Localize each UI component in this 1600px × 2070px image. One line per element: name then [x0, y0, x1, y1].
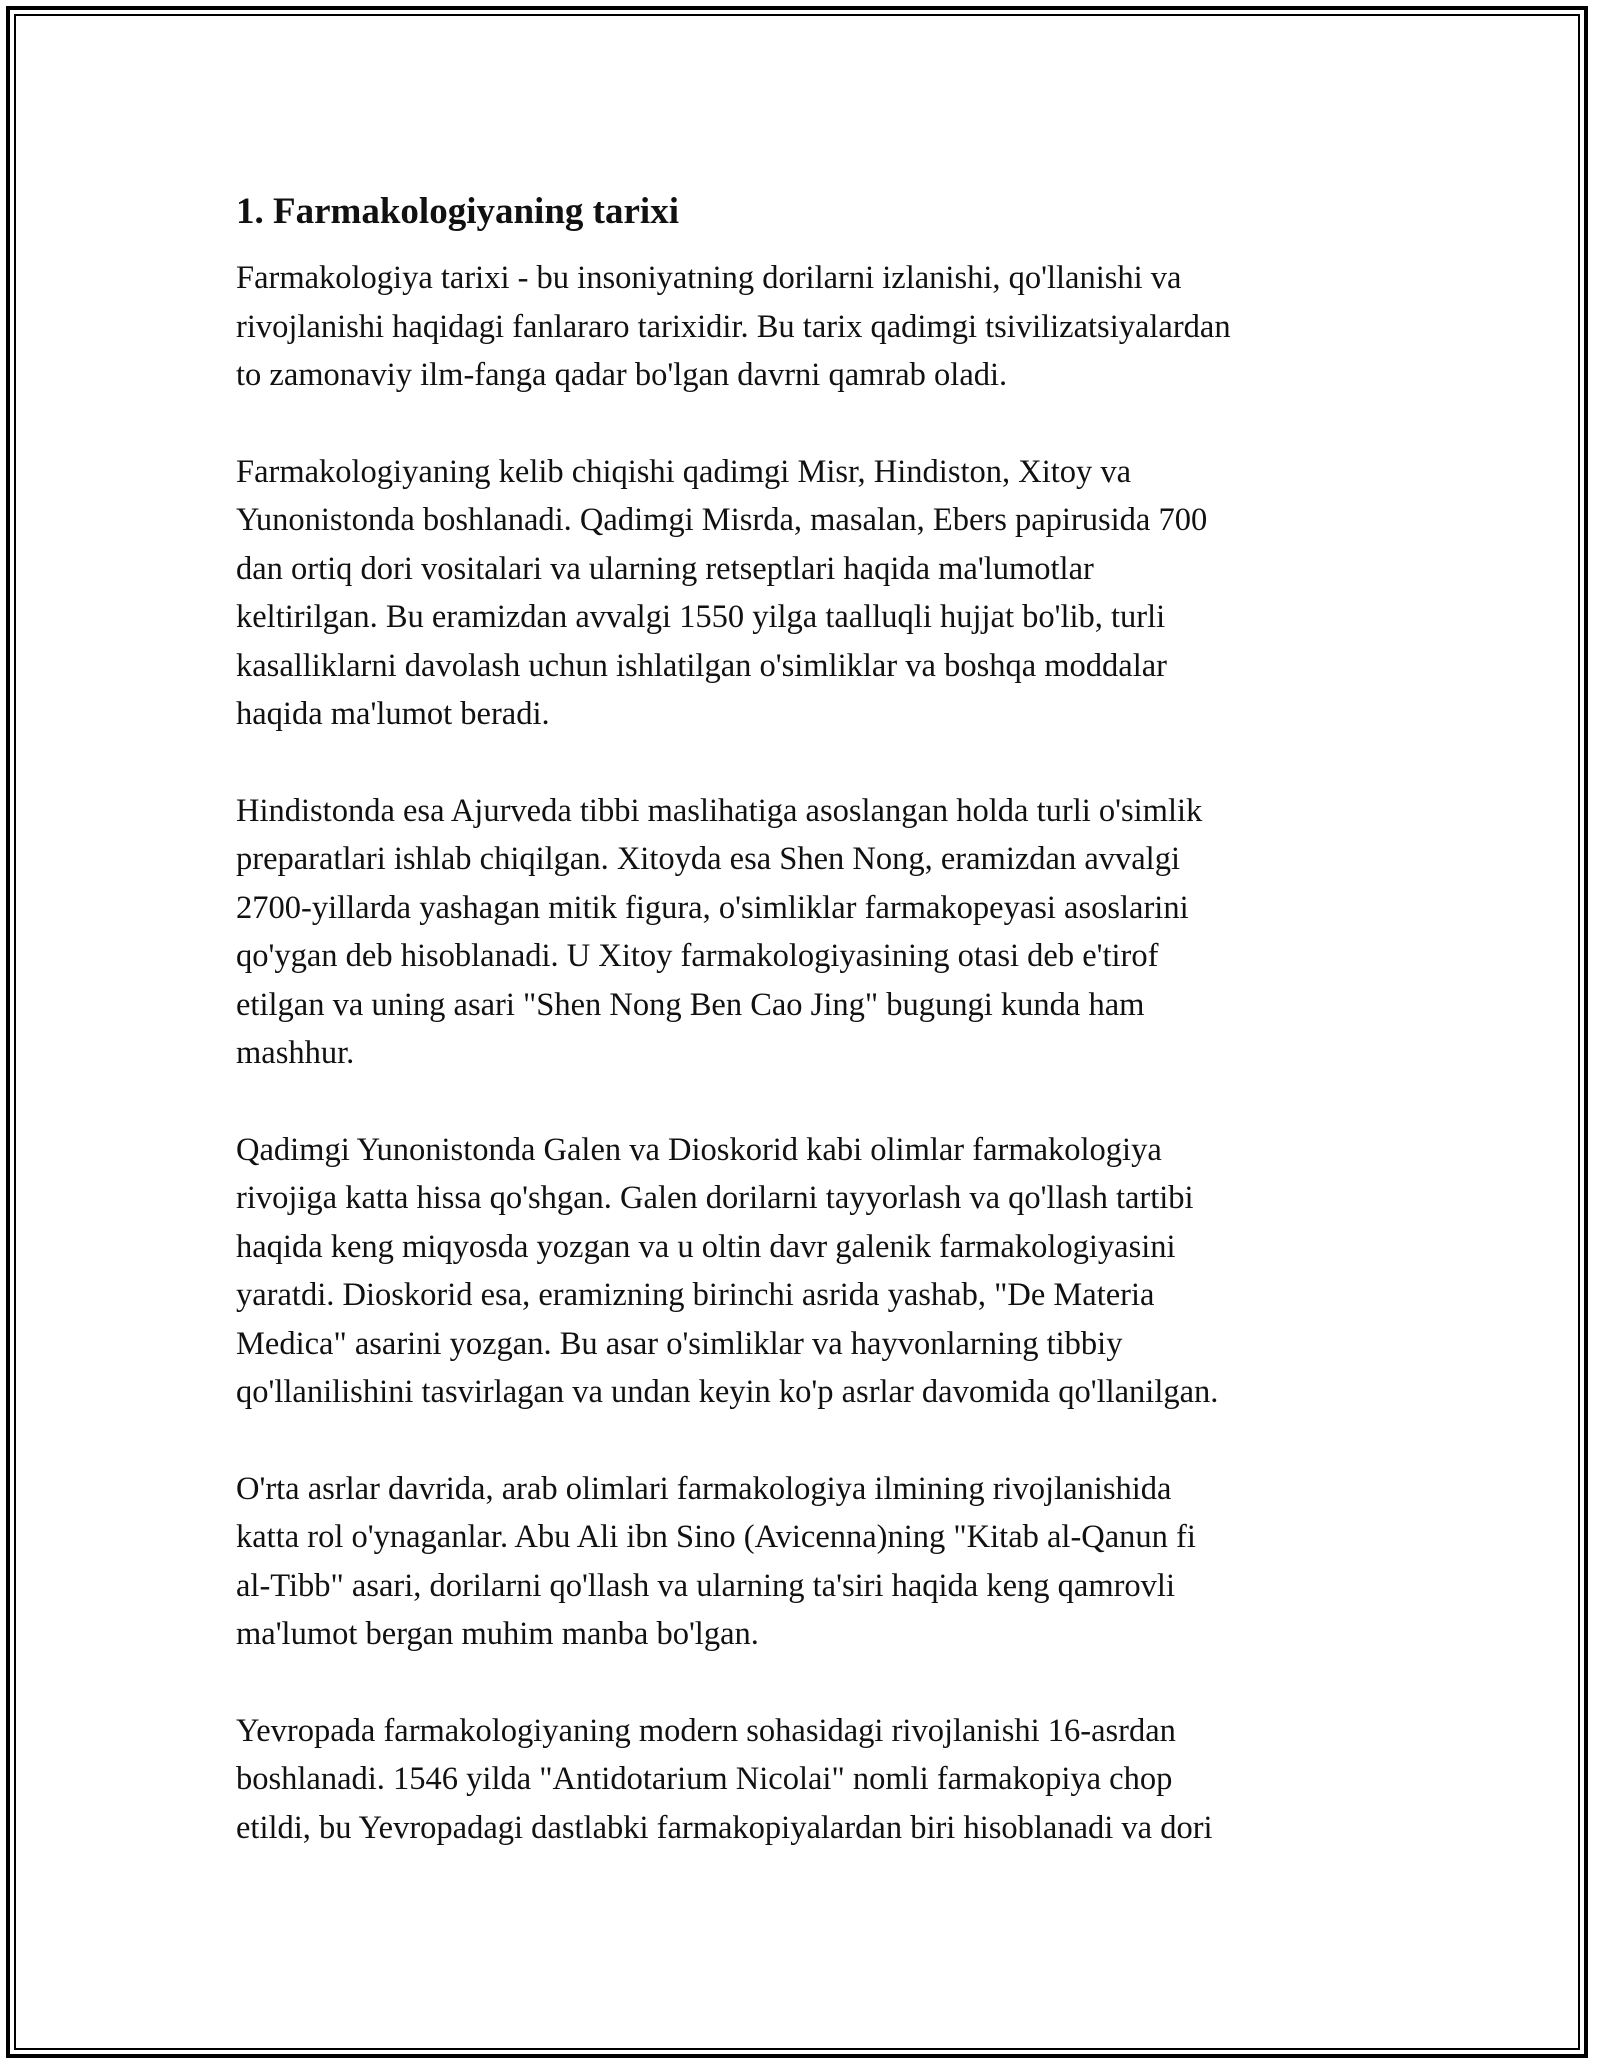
document-body [236, 188, 1376, 1900]
section-heading: 1. Farmakologiyaning tarixi [236, 191, 679, 232]
paragraph-intro: Farmakologiya tarixi - bu insoniyatning dorilarni izlanishi, qo'llanishi va rivojlanishi haqidagi fanlararo tarixidir. Bu tarix qadimgi tsivilizatsiyalardan to zamonaviy ilm-fanga qadar bo'lgan davrni qamrab oladi. [236, 260, 1231, 393]
paragraph-greece: Qadimgi Yunonistonda Galen va Dioskorid kabi olimlar farmakologiya rivojiga katta hissa qo'shgan. Galen dorilarni tayyorlash va qo'llash tartibi haqida keng miqyosda yozgan va u oltin davr galenik farmakologiyasini yaratdi. Dioskorid esa, eramizning birinchi asrida yashab, "De Materia Medica" asarini yozgan. Bu asar o'simliklar va hayvonlarning tibbiy qo'llanilishini tasvirlagan va undan keyin ko'p asrlar davomida qo'llanilgan. [236, 1131, 1219, 1410]
paragraph-origins: Farmakologiyaning kelib chiqishi qadimgi Misr, Hindiston, Xitoy va Yunonistonda boshlanadi. Qadimgi Misrda, masalan, Ebers papirusida 700 dan ortiq dori vositalari va ularning retseptlari haqida ma'lumotlar keltirilgan. Bu eramizdan avvalgi 1550 yilga taalluqli hujjat bo'lib, turli kasalliklarni davolash uchun ishlatilgan o'simliklar va boshqa moddalar haqida ma'lumot beradi. [236, 453, 1208, 732]
paragraph-europe: Yevropada farmakologiyaning modern sohasidagi rivojlanishi 16-asrdan boshlanadi. 1546 yilda "Antidotarium Nicolai" nomli farmakopiya chop etildi, bu Yevropadagi dastlabki farmakopiyalardan biri hisoblanadi va dori [236, 1712, 1213, 1846]
paragraph-middle-ages: O'rta asrlar davrida, arab olimlari farmakologiya ilmining rivojlanishida katta rol o'ynaganlar. Abu Ali ibn Sino (Avicenna)ning "Kitab al-Qanun fi al-Tibb" asari, dorilarni qo'llash va ularning ta'siri haqida keng qamrovli ma'lumot bergan muhim manba bo'lgan. [236, 1470, 1196, 1652]
paragraph-india-china: Hindistonda esa Ajurveda tibbi maslihatiga asoslangan holda turli o'simlik preparatlari ishlab chiqilgan. Xitoyda esa Shen Nong, eramizdan avvalgi 2700-yillarda yashagan mitik figura, o'simliklar farmakopeyasi asoslarini qo'ygan deb hisoblanadi. U Xitoy farmakologiyasining otasi deb e'tirof etilgan va uning asari "Shen Nong Ben Cao Jing" bugungi kunda ham mashhur. [236, 792, 1203, 1071]
